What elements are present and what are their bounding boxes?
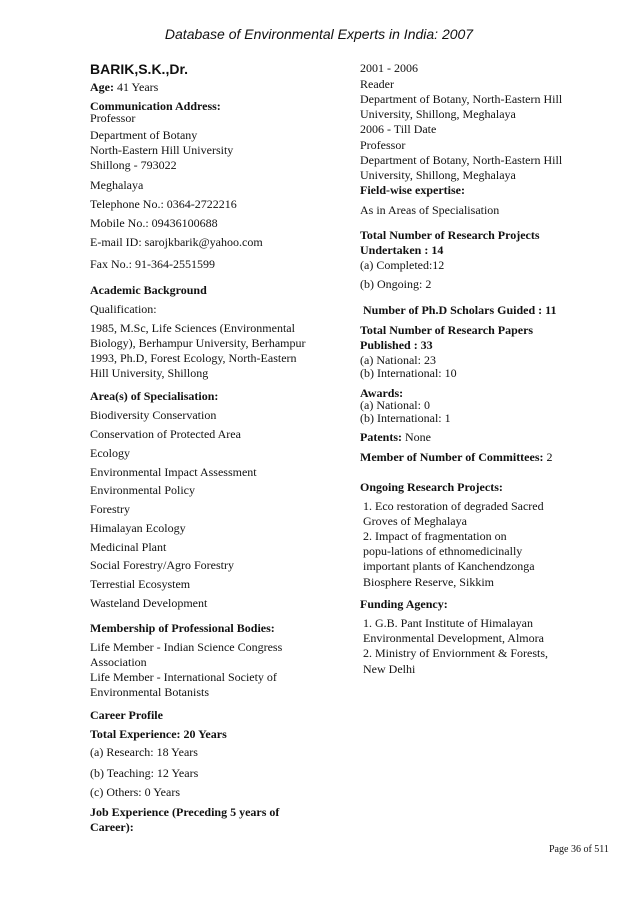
- specialisation-item: Medicinal Plant: [90, 540, 167, 554]
- membership-line: Life Member - Indian Science Congress: [90, 640, 283, 654]
- job-experience-line: Professor: [360, 138, 406, 152]
- job-experience-line: 2001 - 2006: [360, 61, 418, 75]
- teaching-experience: (b) Teaching: 12 Years: [90, 766, 199, 780]
- research-papers-heading: Published : 33: [360, 338, 433, 352]
- email: E-mail ID: sarojkbarik@yahoo.com: [90, 235, 263, 249]
- committees-value: 2: [546, 450, 553, 464]
- job-experience-line: Reader: [360, 77, 394, 91]
- address-line: Shillong - 793022: [90, 158, 177, 172]
- research-projects-heading: Total Number of Research Projects: [360, 228, 540, 242]
- ongoing-project-line: 1. Eco restoration of degraded Sacred: [363, 499, 544, 513]
- specialisation-item: Environmental Policy: [90, 483, 195, 497]
- qualification-line: 1993, Ph.D, Forest Ecology, North-Eastern: [90, 351, 297, 365]
- awards-national: (a) National: 0: [360, 398, 430, 412]
- fieldwise-expertise-heading: Field-wise expertise:: [360, 183, 465, 197]
- awards-heading: Awards:: [360, 386, 404, 400]
- specialisation-heading: Area(s) of Specialisation:: [90, 389, 219, 403]
- communication-address-heading: Communication Address:: [90, 99, 221, 113]
- job-experience-heading: Job Experience (Preceding 5 years of: [90, 805, 280, 819]
- committees-label: Member of Number of Committees:: [360, 450, 544, 464]
- specialisation-item: Biodiversity Conservation: [90, 408, 217, 422]
- ongoing-project-line: 2. Impact of fragmentation on: [363, 529, 507, 543]
- specialisation-item: Wasteland Development: [90, 596, 208, 610]
- funding-agency-line: New Delhi: [363, 662, 416, 676]
- qualification-line: Hill University, Shillong: [90, 366, 209, 380]
- job-experience-line: Department of Botany, North-Eastern Hill: [360, 92, 563, 106]
- fax: Fax No.: 91-364-2551599: [90, 257, 215, 271]
- specialisation-item: Himalayan Ecology: [90, 521, 186, 535]
- specialisation-item: Ecology: [90, 446, 130, 460]
- projects-ongoing: (b) Ongoing: 2: [360, 277, 432, 291]
- research-projects-heading: Undertaken : 14: [360, 243, 444, 257]
- specialisation-item: Conservation of Protected Area: [90, 427, 241, 441]
- age-value: 41 Years: [117, 80, 159, 94]
- patents-row: [360, 430, 431, 445]
- funding-agency-heading: Funding Agency:: [360, 597, 448, 611]
- job-experience-line: Department of Botany, North-Eastern Hill: [360, 153, 563, 167]
- page-number: Page 36 of 511: [549, 844, 609, 855]
- research-papers-heading: Total Number of Research Papers: [360, 323, 534, 337]
- patents-label: Patents:: [360, 430, 402, 444]
- specialisation-item: Forestry: [90, 502, 130, 516]
- membership-heading: Membership of Professional Bodies:: [90, 621, 275, 635]
- others-experience: (c) Others: 0 Years: [90, 785, 180, 799]
- funding-agency-line: 1. G.B. Pant Institute of Himalayan: [363, 616, 533, 630]
- phd-scholars-guided: Number of Ph.D Scholars Guided : 11: [363, 303, 557, 317]
- membership-line: Association: [90, 655, 147, 669]
- age-label: Age:: [90, 80, 114, 94]
- qualification-line: 1985, M.Sc, Life Sciences (Environmental: [90, 321, 295, 335]
- job-experience-line: 2006 - Till Date: [360, 122, 437, 136]
- mobile: Mobile No.: 09436100688: [90, 216, 218, 230]
- job-experience-line: University, Shillong, Meghalaya: [360, 168, 516, 182]
- committees-row: [360, 450, 553, 465]
- projects-completed: (a) Completed:12: [360, 258, 445, 272]
- research-experience: (a) Research: 18 Years: [90, 745, 198, 759]
- job-experience-line: University, Shillong, Meghalaya: [360, 107, 516, 121]
- job-experience-heading: Career):: [90, 820, 134, 834]
- ongoing-project-line: Groves of Meghalaya: [363, 514, 467, 528]
- papers-national: (a) National: 23: [360, 353, 436, 367]
- ongoing-project-line: popu-lations of ethnomedicinally: [363, 544, 523, 558]
- funding-agency-line: Environmental Development, Almora: [363, 631, 544, 645]
- expert-name: BARIK,S.K.,Dr.: [90, 61, 189, 77]
- address-line: Department of Botany: [90, 128, 198, 142]
- specialisation-item: Terrestial Ecosystem: [90, 577, 191, 591]
- telephone: Telephone No.: 0364-2722216: [90, 197, 237, 211]
- career-profile-heading: Career Profile: [90, 708, 163, 722]
- specialisation-item: Environmental Impact Assessment: [90, 465, 257, 479]
- document-header-title: Database of Environmental Experts in India: 2007: [164, 26, 474, 42]
- specialisation-item: Social Forestry/Agro Forestry: [90, 558, 234, 572]
- age-row: [90, 80, 158, 95]
- ongoing-project-line: important plants of Kanchendzonga: [363, 559, 535, 573]
- papers-international: (b) International: 10: [360, 366, 457, 380]
- address-line: Meghalaya: [90, 178, 144, 192]
- patents-value: None: [405, 430, 431, 444]
- academic-background-heading: Academic Background: [90, 283, 207, 297]
- qualification-label: Qualification:: [90, 302, 157, 316]
- fieldwise-expertise-value: As in Areas of Specialisation: [360, 203, 500, 217]
- address-line: North-Eastern Hill University: [90, 143, 234, 157]
- address-line: Professor: [90, 111, 136, 125]
- ongoing-project-line: Biosphere Reserve, Sikkim: [363, 575, 494, 589]
- membership-line: Environmental Botanists: [90, 685, 209, 699]
- qualification-line: Biology), Berhampur University, Berhampur: [90, 336, 306, 350]
- ongoing-projects-heading: Ongoing Research Projects:: [360, 480, 503, 494]
- total-experience: Total Experience: 20 Years: [90, 727, 227, 741]
- awards-international: (b) International: 1: [360, 411, 451, 425]
- funding-agency-line: 2. Ministry of Enviornment & Forests,: [363, 646, 548, 660]
- membership-line: Life Member - International Society of: [90, 670, 277, 684]
